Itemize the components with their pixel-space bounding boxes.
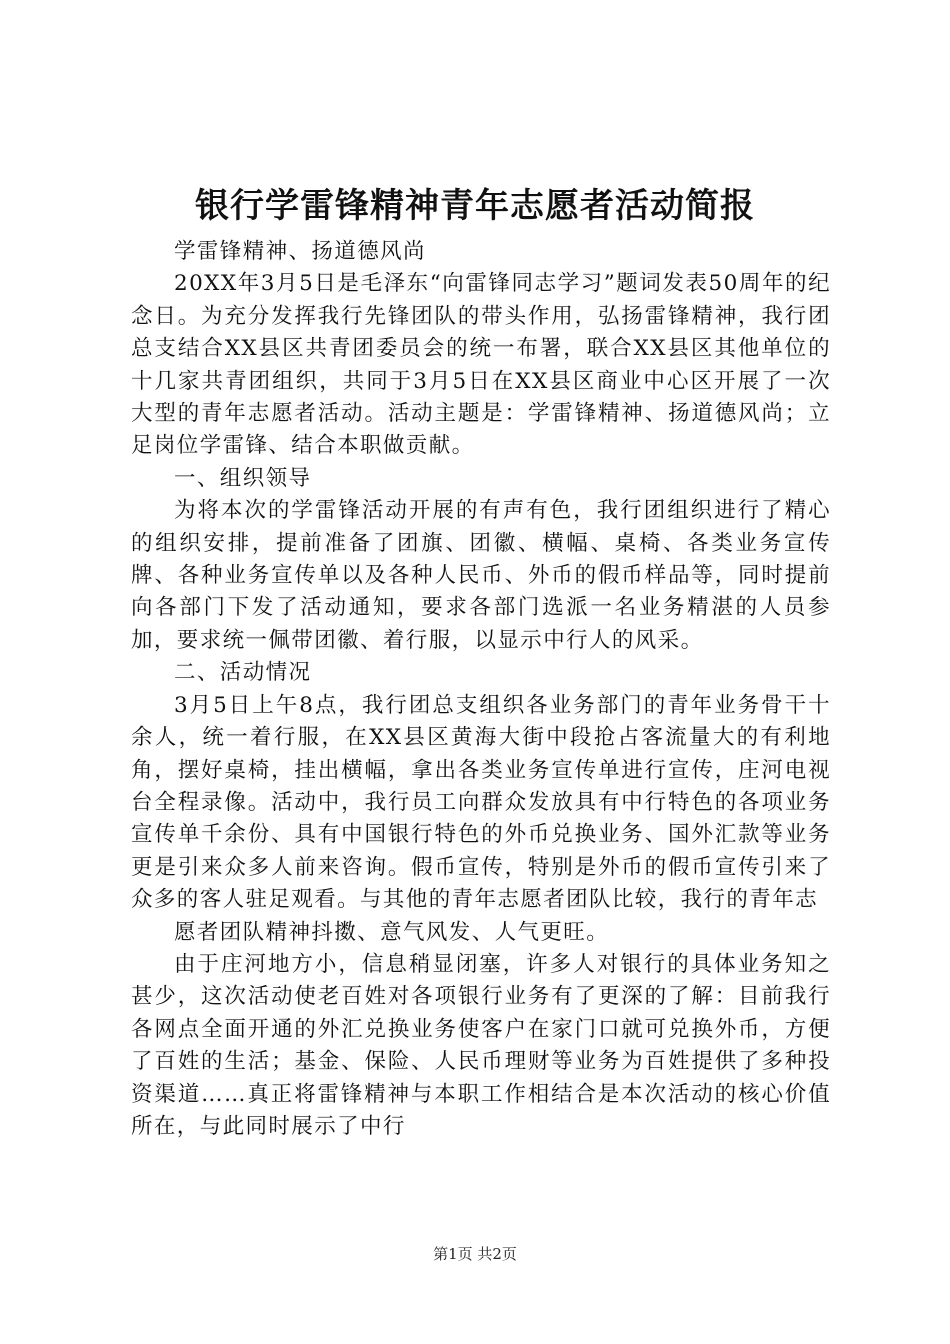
paragraph-intro: 20XX年3月5日是毛泽东“向雷锋同志学习”题词发表50周年的纪念日。为充分发挥我行先锋团队的带头作用，弘扬雷锋精神，我行团总支结合XX县区共青团委员会的统一布署，联合XX县区其他单位的十几家共青团组织，共同于3月5日在XX县区商业中心区开展了一次大型的青年志愿者活动。活动主题是：学雷锋精神、扬道德风尚；立足岗位学雷锋、结合本职做贡献。 [131,271,831,459]
document-title: 银行学雷锋精神青年志愿者活动简报 [195,186,755,226]
paragraph-organization: 为将本次的学雷锋活动开展的有声有色，我行团组织进行了精心的组织安排，提前准备了团旗、团徽、横幅、桌椅、各类业务宣传牌、各种业务宣传单以及各种人民币、外币的假币样品等，同时提前向各部门下发了活动通知，要求各部门选派一名业务精湛的人员参加，要求统一佩带团徽、着行服，以显示中行人的风采。 [131,498,831,653]
section-heading-activity: 二、活动情况 [174,660,312,686]
paragraph-activity: 3月5日上午8点，我行团总支组织各业务部门的青年业务骨干十余人，统一着行服，在XX县区黄海大街中段抢占客流量大的有利地角，摆好桌椅，挂出横幅，拿出各类业务宣传单进行宣传，庄河电视台全程录像。活动中，我行员工向群众发放具有中行特色的各项业务宣传单千余份、具有中国银行特色的外币兑换业务、国外汇款等业务更是引来众多人前来咨询。假币宣传，特别是外币的假币宣传引来了众多的客人驻足观看。与其他的青年志愿者团队比较，我行的青年志 [131,692,831,913]
paragraph-activity-continued: 愿者团队精神抖擞、意气风发、人气更旺。 [174,919,610,945]
section-heading-organization: 一、组织领导 [174,465,312,491]
paragraph-subtitle: 学雷锋精神、扬道德风尚 [174,239,426,264]
paragraph-impact: 由于庄河地方小，信息稍显闭塞，许多人对银行的具体业务知之甚少，这次活动使老百姓对各项银行业务有了更深的了解：目前我行各网点全面开通的外汇兑换业务使客户在家门口就可兑换外币，方便了百姓的生活；基金、保险、人民币理财等业务为百姓提供了多种投资渠道……真正将雷锋精神与本职工作相结合是本次活动的核心价值所在，与此同时展示了中行 [131,951,831,1139]
document-body [131,236,831,1143]
page-footer: 第1页 共2页 [433,1245,517,1263]
